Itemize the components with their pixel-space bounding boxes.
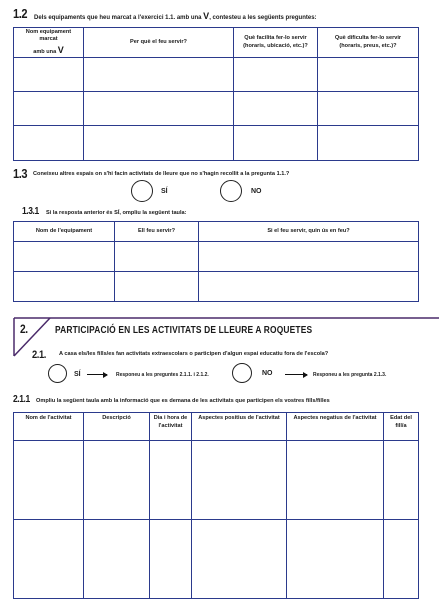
header-que-facilita: Què facilita fer-lo servir (horaris, ubicació, etc.)? xyxy=(234,28,318,58)
section-1-3-1-question: Si la resposta anterior és SÍ, ompliu la següent taula: xyxy=(46,210,187,216)
question-text-end: , contesteu a les següents preguntes: xyxy=(209,15,317,21)
table-cell[interactable] xyxy=(84,126,234,161)
table-cell[interactable] xyxy=(14,520,84,599)
table-cell[interactable] xyxy=(150,441,192,520)
table-row xyxy=(14,272,419,302)
header-descripcio: Descripció xyxy=(84,413,150,441)
table-cell[interactable] xyxy=(192,441,287,520)
section-2-1-question: A casa els/les fills/es fan activitats extraescolars o participen d'algun espai educatiu fora de l'escola? xyxy=(59,351,329,357)
table-cell[interactable] xyxy=(318,126,419,161)
header-que-dificulta: Què dificulta fer-lo servir (horaris, preus, etc.)? xyxy=(318,28,419,58)
table-cell[interactable] xyxy=(14,242,115,272)
table-row xyxy=(14,126,419,161)
table-cell[interactable] xyxy=(84,520,150,599)
table-cell[interactable] xyxy=(150,520,192,599)
table-cell[interactable] xyxy=(14,58,84,92)
arrow-icon xyxy=(87,374,107,375)
section-1-3-1-number: 1.3.1 xyxy=(22,206,39,217)
section-2-1-number: 2.1. xyxy=(32,349,46,361)
table-cell[interactable] xyxy=(287,441,384,520)
header-dia-hora: Dia i hora de l'activitat xyxy=(150,413,192,441)
header-el-feu-servir: Ell feu servir? xyxy=(115,222,199,242)
table-cell[interactable] xyxy=(384,441,419,520)
header-quin-us: Si el feu servir, quin ús en feu? xyxy=(199,222,419,242)
arrow-icon xyxy=(285,374,307,375)
section-2-1-1-number: 2.1.1 xyxy=(13,394,30,405)
no-instruction: Responeu a les pregunta 2.1.3. xyxy=(313,372,387,378)
table-cell[interactable] xyxy=(115,272,199,302)
si-label: SÍ xyxy=(74,371,81,378)
table-cell[interactable] xyxy=(234,58,318,92)
si-label: SÍ xyxy=(161,188,168,195)
header-per-que: Per què el feu servir? xyxy=(84,28,234,58)
table-cell[interactable] xyxy=(192,520,287,599)
v-mark: V xyxy=(203,11,210,21)
table-cell[interactable] xyxy=(14,92,84,126)
table-1-3-1 xyxy=(13,221,419,302)
no-label: NO xyxy=(251,188,262,195)
table-cell[interactable] xyxy=(14,126,84,161)
table-row xyxy=(14,441,419,520)
header-edat: Edat del fill/a xyxy=(384,413,419,441)
table-cell[interactable] xyxy=(84,441,150,520)
no-radio[interactable] xyxy=(220,180,242,202)
table-2-1-1 xyxy=(13,412,419,599)
si-instruction: Responeu a les preguntes 2.1.1. i 2.1.2. xyxy=(116,372,209,378)
header-nom-activitat: Nom de l'activitat xyxy=(14,413,84,441)
table-cell[interactable] xyxy=(234,126,318,161)
table-cell[interactable] xyxy=(318,92,419,126)
table-row xyxy=(14,520,419,599)
section-1-3-number: 1.3 xyxy=(13,166,28,181)
header-nom-equipament: Nom de l'equipament xyxy=(14,222,115,242)
table-row xyxy=(14,58,419,92)
section-1-2-question xyxy=(34,11,317,21)
section-1-3-question: Coneixeu altres espais on s'hi facin activitats de lleure que no s'hagin recollit a la pregunta 1.1.? xyxy=(33,171,290,177)
no-label: NO xyxy=(262,370,273,377)
table-cell[interactable] xyxy=(14,441,84,520)
table-cell[interactable] xyxy=(234,92,318,126)
table-cell[interactable] xyxy=(199,242,419,272)
table-row xyxy=(14,92,419,126)
table-1-2 xyxy=(13,27,419,161)
header-nom-equipament: Nom equipament marcat amb una V xyxy=(14,28,84,58)
si-radio[interactable] xyxy=(131,180,153,202)
section-2-number: 2. xyxy=(20,322,28,336)
header-aspectes-positius: Aspectes positius de l'activitat xyxy=(192,413,287,441)
table-row xyxy=(14,242,419,272)
no-radio[interactable] xyxy=(232,363,252,383)
table-cell[interactable] xyxy=(84,58,234,92)
table-cell[interactable] xyxy=(115,242,199,272)
section-2-1-1-question: Ompliu la següent taula amb la informació que es demana de les activitats que participen els vostres fills/filles xyxy=(36,398,330,404)
header-aspectes-negatius: Aspectes negatius de l'activitat xyxy=(287,413,384,441)
table-cell[interactable] xyxy=(84,92,234,126)
table-cell[interactable] xyxy=(199,272,419,302)
table-cell[interactable] xyxy=(384,520,419,599)
section-1-2-number: 1.2 xyxy=(13,6,28,21)
table-cell[interactable] xyxy=(287,520,384,599)
table-cell[interactable] xyxy=(14,272,115,302)
si-radio[interactable] xyxy=(48,364,67,383)
section-2-title: PARTICIPACIÓ EN LES ACTIVITATS DE LLEURE A ROQUETES xyxy=(55,324,313,336)
question-text: Dels equipaments que heu marcat a l'exercici 1.1. amb una xyxy=(34,15,204,21)
table-cell[interactable] xyxy=(318,58,419,92)
